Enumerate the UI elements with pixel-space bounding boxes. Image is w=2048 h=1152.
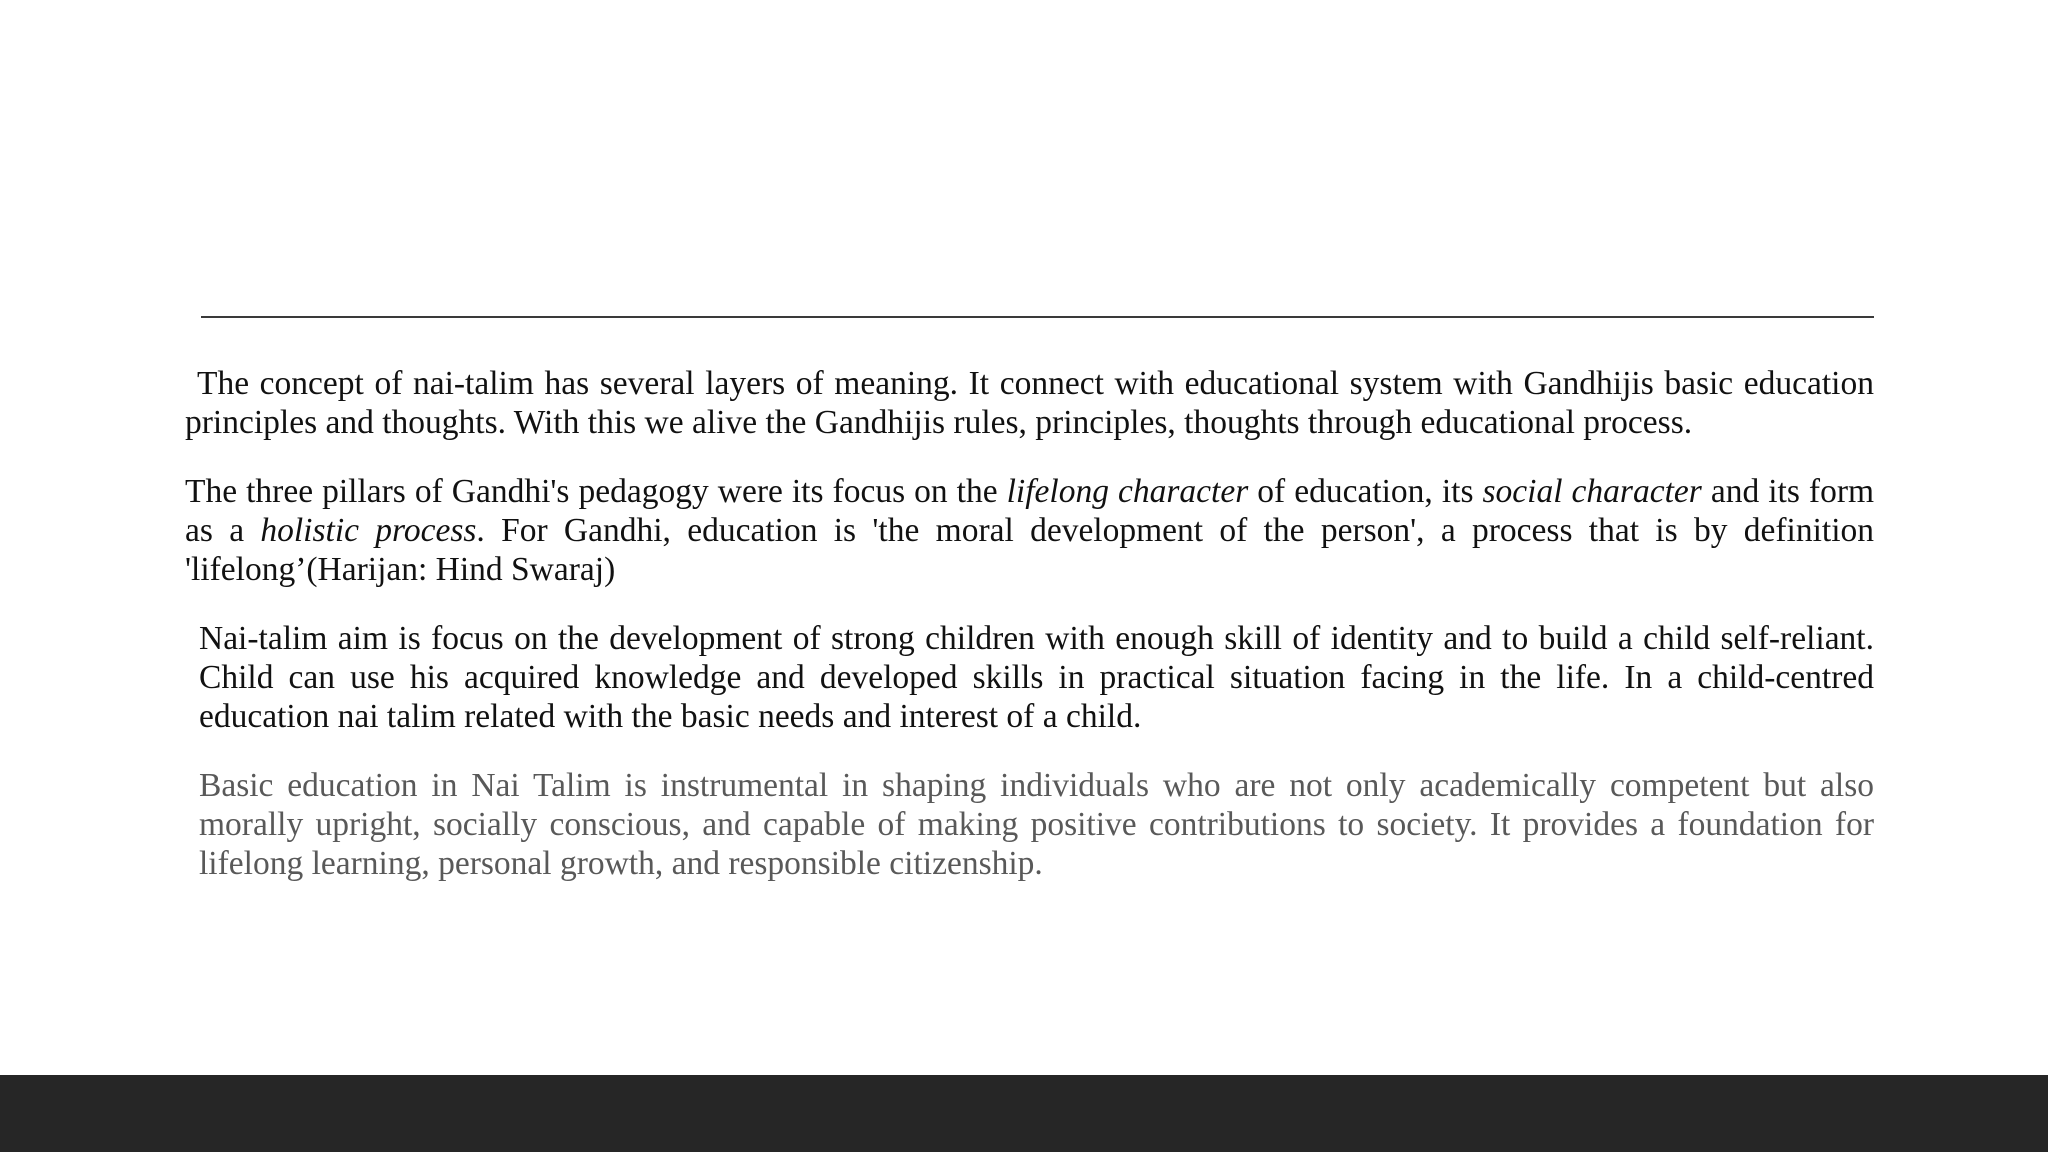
paragraph-nai-talim-concept: The concept of nai-talim has several layers of meaning. It connect with educational system with Gandhijis basic education principles and thoughts. With this we alive the Gandhijis rules, principles, thoughts through educational process. [185,365,1874,441]
footer-bar [0,1075,2048,1152]
pedagogy-emphasis-social: social character [1482,473,1702,510]
pedagogy-emphasis-lifelong: lifelong character [1006,473,1249,510]
title-divider [201,316,1874,318]
pedagogy-text-4: . For Gandhi, education is 'the moral development of the person', a process that is by definition 'lifelong’(Harijan: Hind Swaraj) [185,512,1874,588]
pedagogy-text-2: of education, its [1248,473,1483,510]
paragraph-nai-talim-aim: Nai-talim aim is focus on the development of strong children with enough skill of identity and to build a child self-reliant. Child can use his acquired knowledge and developed skills in practical situation facing in the life. In a child-centred education nai talim related with the basic needs and interest of a child. [199,620,1874,735]
slide-body [185,364,1874,913]
pedagogy-text-1: The three pillars of Gandhi's pedagogy were its focus on the [185,473,1007,510]
paragraph-basic-education: Basic education in Nai Talim is instrumental in shaping individuals who are not only academically competent but also morally upright, socially conscious, and capable of making positive contributions to society. It provides a foundation for lifelong learning, personal growth, and responsible citizenship. [199,767,1874,882]
pedagogy-text-3: and its form as a [185,473,1875,549]
pedagogy-emphasis-holistic: holistic process [260,512,477,549]
paragraph-gandhi-pedagogy [185,472,1874,589]
